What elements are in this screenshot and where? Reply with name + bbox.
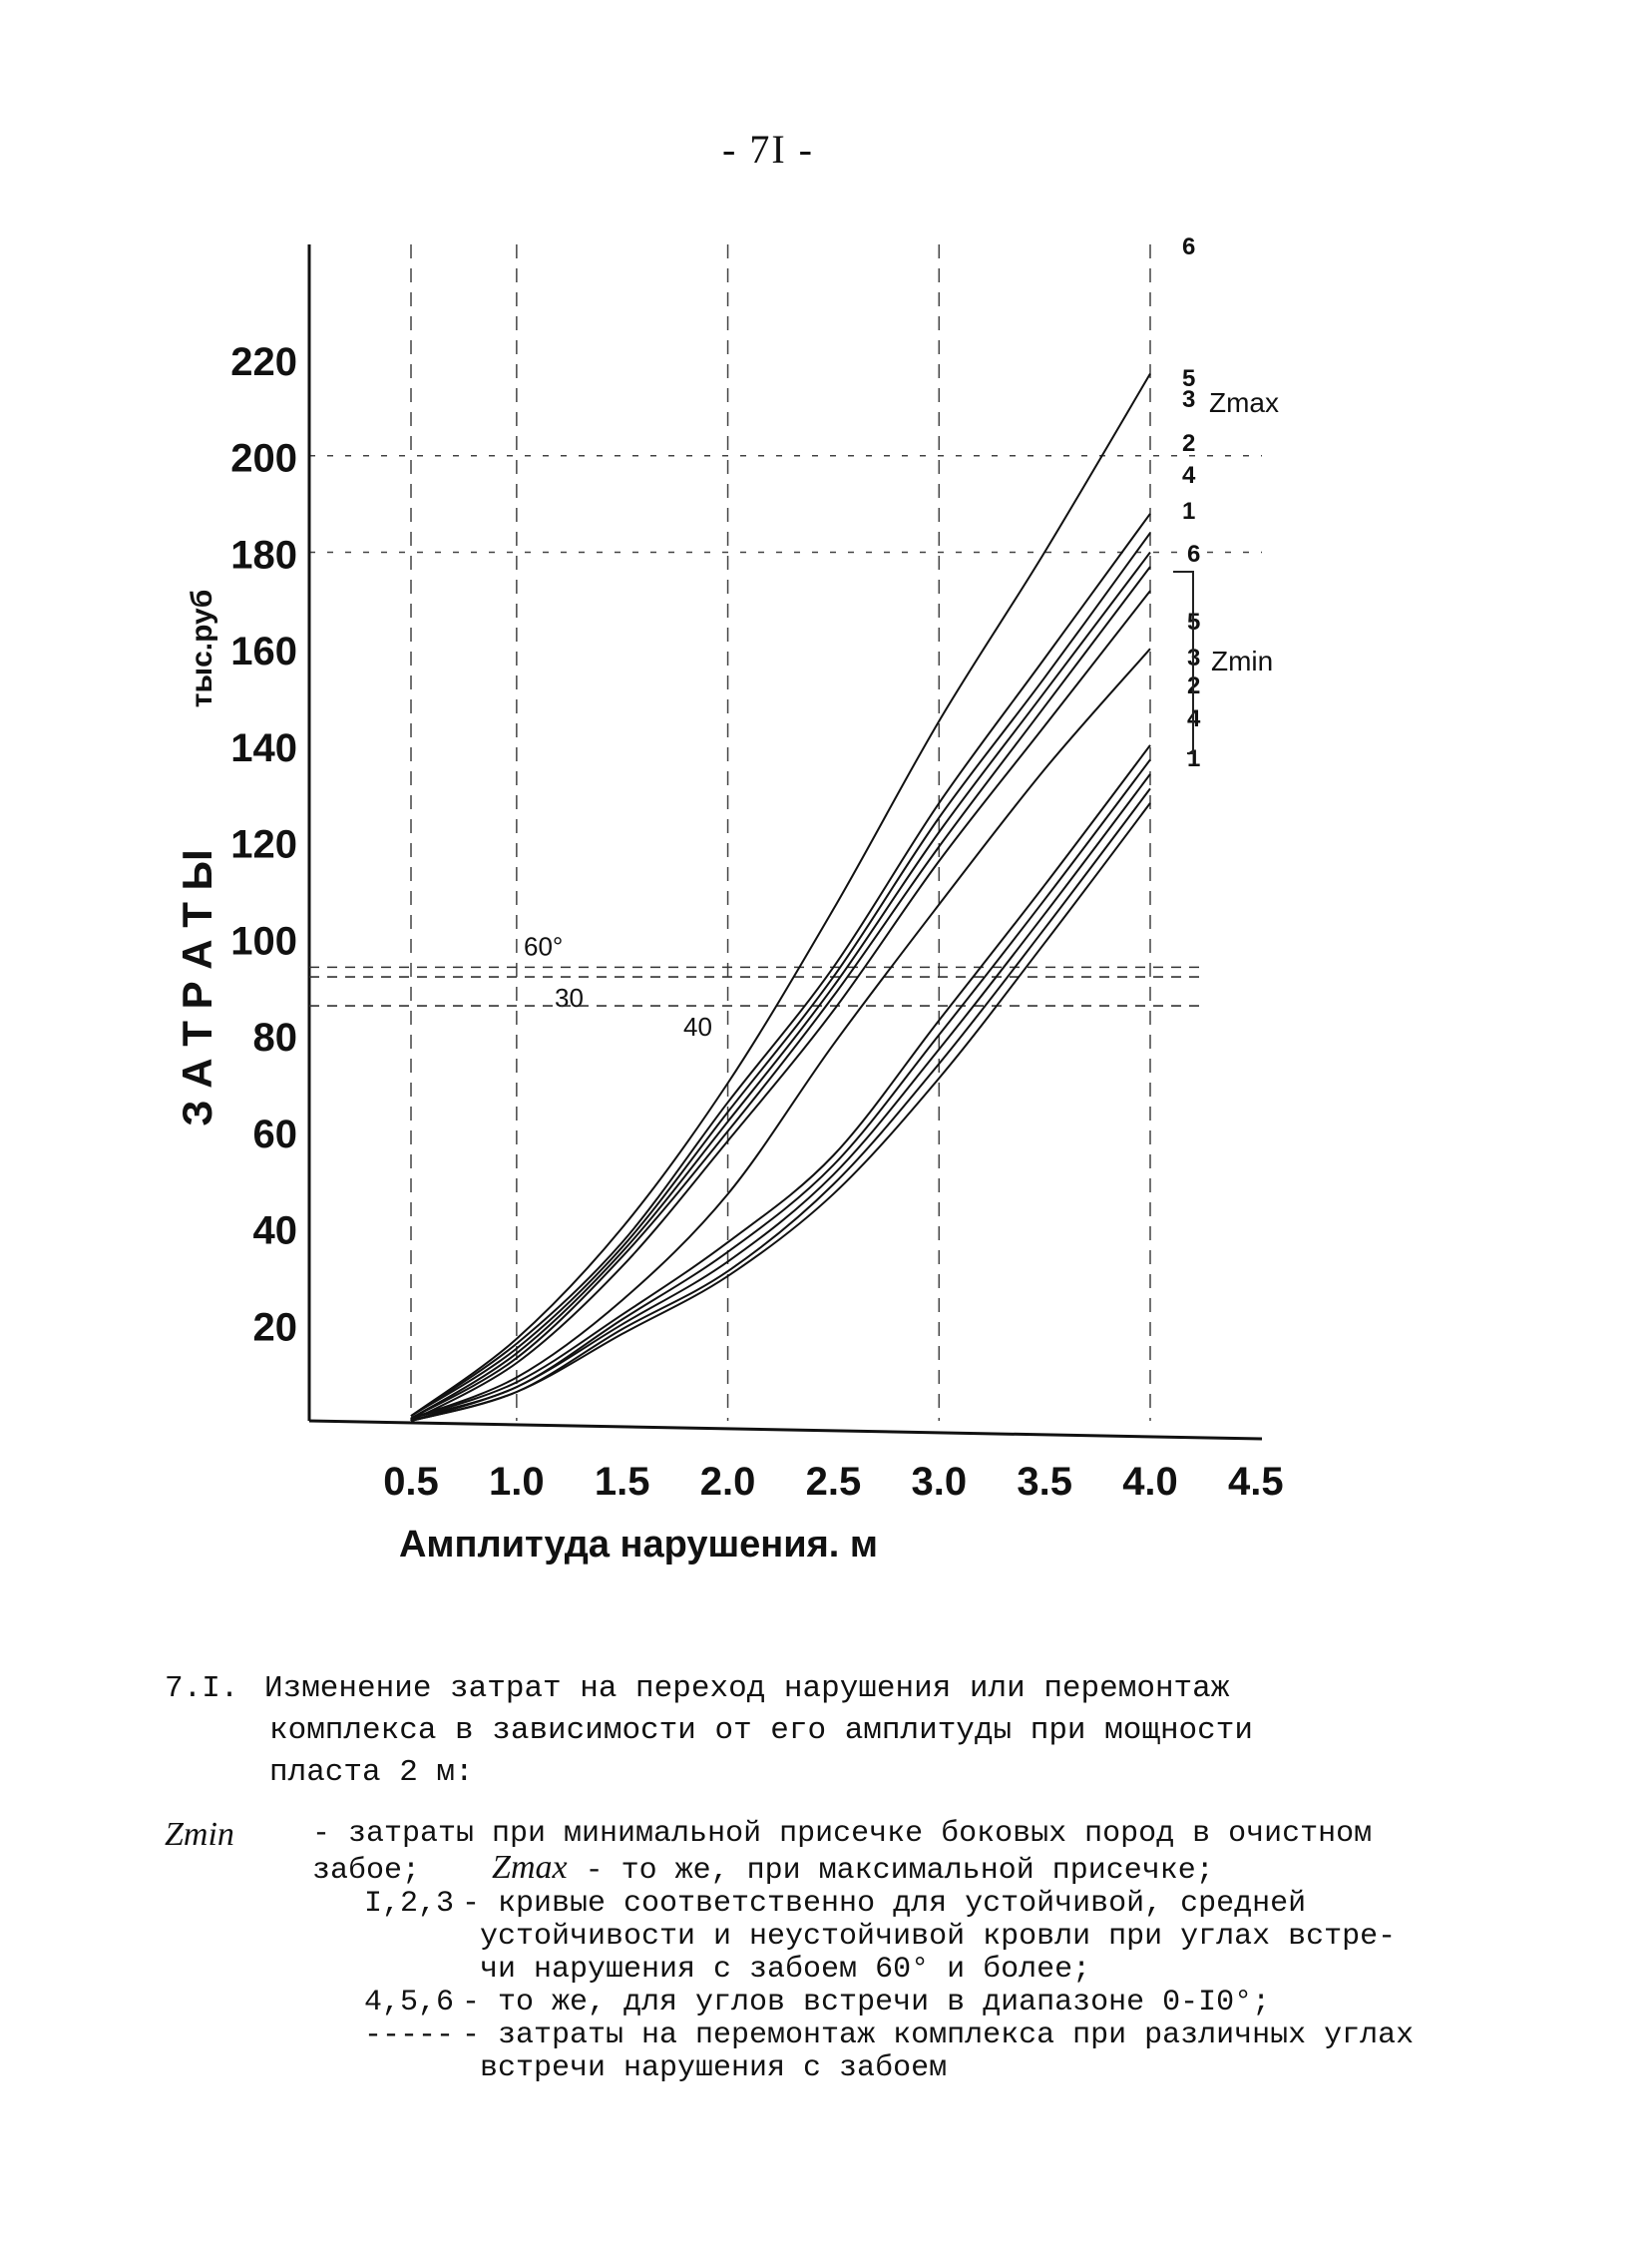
series-label: 2 [1187, 672, 1201, 699]
series-label: 5 [1182, 365, 1196, 392]
legend-zmax-symbol: Zmax [492, 1849, 568, 1886]
y-tick-label: 60 [252, 1112, 297, 1156]
rearrangement-label: 30 [555, 983, 584, 1014]
grid-lines [309, 244, 1262, 1421]
figure-number: 7.I. [165, 1671, 239, 1706]
figure-caption [165, 1668, 1491, 1794]
legend-123-text3: чи нарушения с забоем 60° и более; [480, 1953, 1091, 1987]
legend-123-text: - кривые соответственно для устойчивой, средней [462, 1887, 1307, 1921]
legend-456-text: - то же, для углов встречи в диапазоне 0-I0°; [462, 1986, 1271, 2019]
x-tick-labels [383, 1460, 1283, 1504]
x-tick-label: 2.0 [699, 1460, 756, 1504]
x-tick-label: 1.5 [594, 1460, 650, 1504]
x-tick-label: 0.5 [383, 1460, 439, 1504]
series-line-zmin-2 [411, 774, 1150, 1421]
x-tick-label: 4.0 [1122, 1460, 1178, 1504]
y-axis-unit: тыс.руб [186, 589, 218, 708]
y-tick-label: 40 [252, 1208, 297, 1253]
x-axis-line [309, 1421, 1262, 1439]
series-line-zmax-6 [411, 374, 1150, 1417]
legend-zmin-symbol: Zmin [165, 1816, 234, 1853]
y-tick-label: 20 [252, 1305, 297, 1350]
y-tick-label: 160 [230, 630, 297, 674]
legend-zmin-text2: забое; [312, 1854, 421, 1888]
x-tick-label: 4.5 [1228, 1460, 1284, 1504]
group-min-label: Zmin [1211, 646, 1274, 676]
series-label: 4 [1187, 705, 1201, 732]
x-tick-label: 1.0 [489, 1460, 545, 1504]
series-label: 1 [1182, 498, 1196, 525]
x-tick-label: 3.5 [1017, 1460, 1072, 1504]
x-tick-label: 2.5 [805, 1460, 862, 1504]
series-line-zmax-4 [411, 567, 1150, 1419]
x-axis-title: Амплитуда нарушения. м [398, 1524, 879, 1566]
series-labels [1182, 233, 1201, 772]
y-tick-label: 180 [230, 533, 297, 578]
series-line-zmin-4 [411, 788, 1150, 1421]
page-number: - 7I - [722, 127, 814, 172]
rearrangement-lines [309, 931, 1202, 1042]
series-label: 6 [1182, 233, 1196, 260]
group-max-label: Zmax [1209, 387, 1279, 418]
series-label: 5 [1187, 609, 1201, 636]
series-label: 6 [1187, 541, 1201, 568]
rearrangement-label: 40 [683, 1012, 712, 1043]
series-line-zmin-5 [411, 745, 1150, 1419]
series-line-zmax-5 [411, 514, 1150, 1416]
legend-456-key: 4,5,6 [363, 1986, 454, 2019]
rearrangement-label: 60° [524, 931, 564, 962]
y-axis-title: З А Т Р А Т Ы [174, 849, 220, 1126]
caption-line-1: Изменение затрат на переход нарушения или перемонтаж [264, 1671, 1230, 1706]
y-tick-label: 140 [230, 725, 297, 770]
legend-dash-key: ----- [363, 2018, 454, 2052]
x-tick-label: 3.0 [911, 1460, 968, 1504]
series-label: 3 [1187, 645, 1201, 672]
legend-dash-text2: встречи нарушения с забоем [480, 2051, 948, 2085]
series-label: 1 [1187, 745, 1201, 772]
axes [309, 244, 1262, 1439]
series-line-zmin-6 [411, 649, 1150, 1418]
legend-zmax-text: - то же, при максимальной присечке; [585, 1854, 1214, 1888]
legend-zmin-text: - затраты при минимальной присечке боковых пород в очистном [312, 1817, 1373, 1851]
caption-line-3: пласта 2 м: [269, 1755, 474, 1790]
legend-123-key: I,2,3 [363, 1887, 454, 1921]
y-tick-label: 80 [252, 1016, 297, 1061]
series-line-zmax-2 [411, 553, 1150, 1419]
y-tick-label: 200 [230, 436, 297, 481]
y-tick-label: 100 [230, 919, 297, 964]
y-tick-labels [230, 340, 297, 1349]
legend [165, 1818, 1491, 2085]
legend-dash-text: - затраты на перемонтаж комплекса при различных углах [462, 2018, 1415, 2052]
legend-123-text2: устойчивости и неустойчивой кровли при углах встре- [480, 1920, 1397, 1954]
y-tick-label: 120 [230, 822, 297, 867]
series-label: 4 [1182, 462, 1196, 489]
y-tick-label: 220 [230, 340, 297, 384]
series-line-zmin-1 [411, 803, 1150, 1421]
series-label: 2 [1182, 430, 1196, 457]
series-line-zmin-3 [411, 759, 1150, 1418]
series-label: 3 [1182, 386, 1196, 413]
series-lines [411, 374, 1150, 1422]
caption-line-2: комплекса в зависимости от его амплитуды при мощности [269, 1713, 1253, 1748]
